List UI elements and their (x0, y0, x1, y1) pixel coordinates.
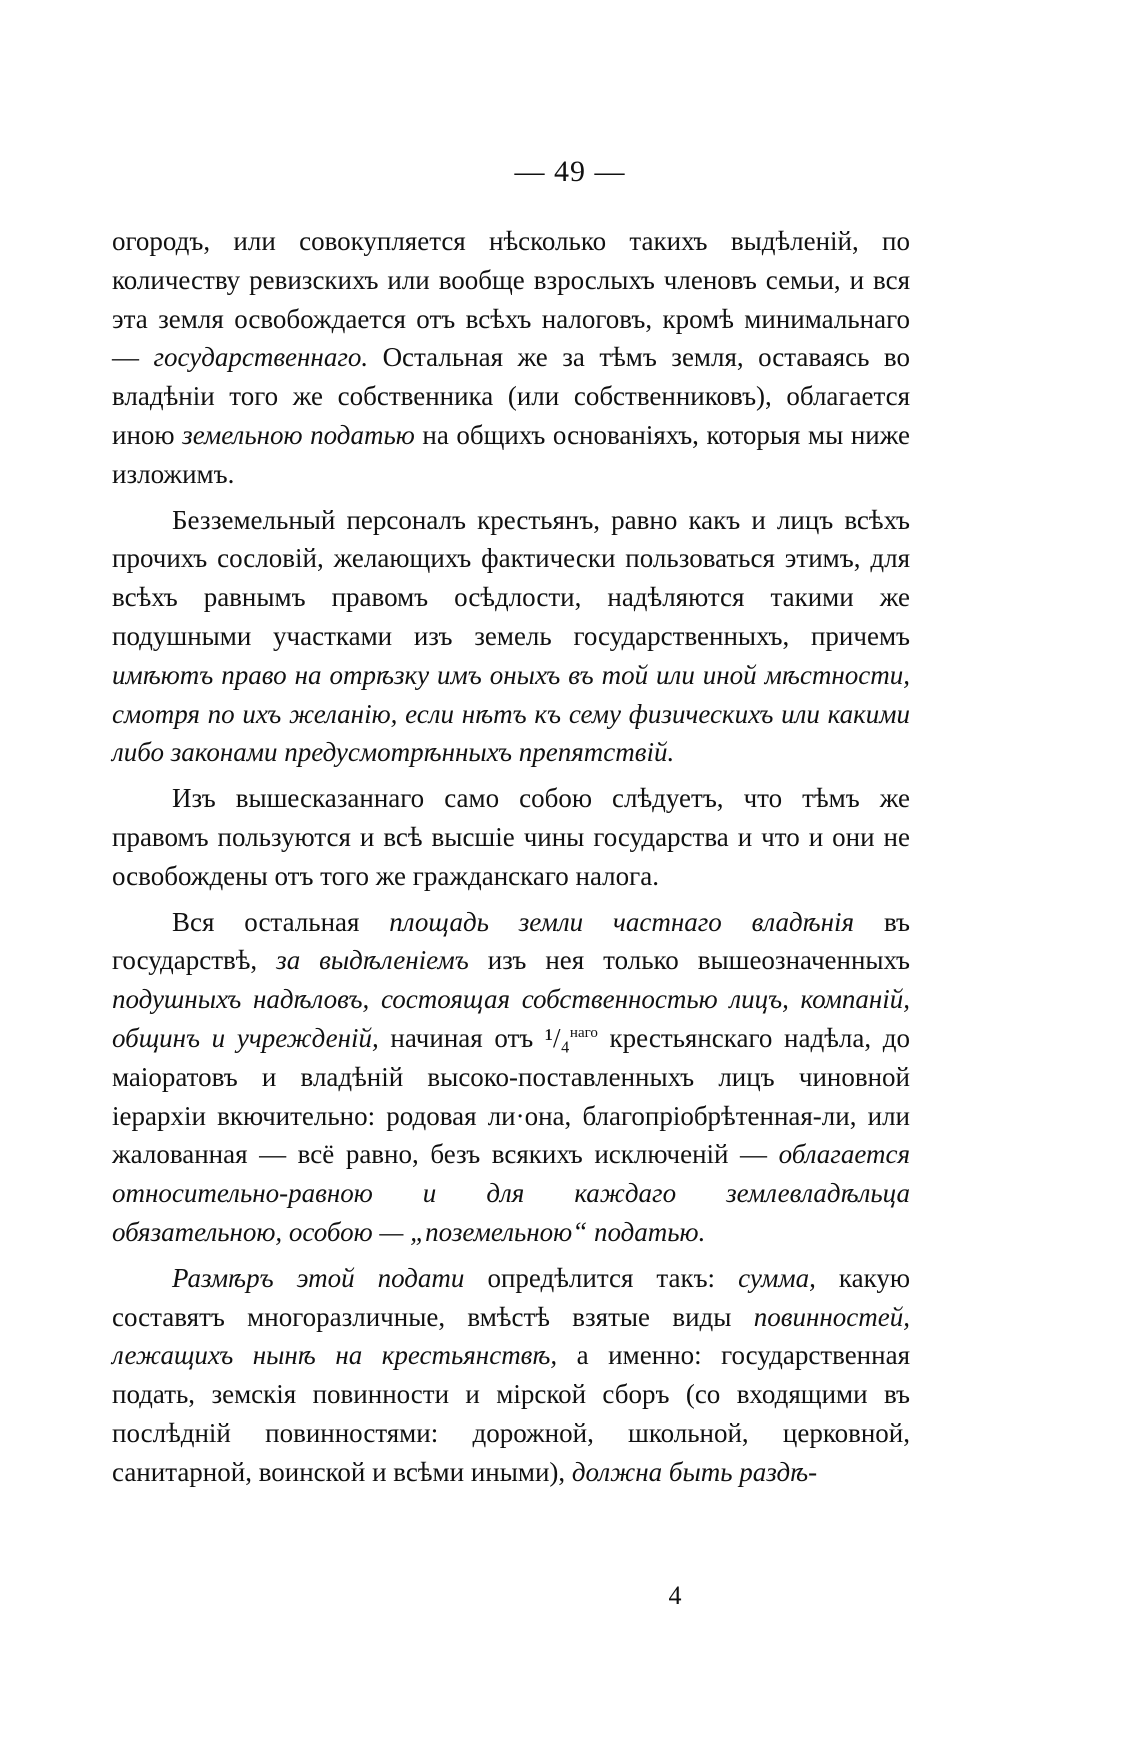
italic-text-segment: облагается относительно-равною и для каждаго землевладѣльца обязательною, особою — „поземельною“ податью. (112, 1139, 910, 1247)
text-segment: Изъ вышесказаннаго само собою слѣдуетъ, что тѣмъ же правомъ пользуются и всѣ высшіе чины государства и что и они не освобождены отъ того же гражданскаго налога. (112, 783, 910, 891)
italic-text-segment: подушныхъ надѣловъ, состоящая собственностью лицъ, компаній, общинъ и учрежденій, (112, 984, 910, 1053)
paragraph-5 (112, 1259, 910, 1492)
italic-text-segment: площадь земли частнаго владѣнія (389, 906, 855, 937)
signature-mark: 4 (668, 1581, 682, 1610)
page-number: — 49 — (514, 155, 626, 188)
paragraph-3 (112, 779, 910, 895)
text-segment: какую составятъ многоразличные, вмѣстѣ взятые виды (112, 1262, 910, 1332)
italic-text-segment: государственнаго. (153, 342, 369, 373)
text-segment: а именно: государственная подать, земскія повинности и мірской сборъ (со входящими въ послѣдній повинностями: дорожной, школьной, церковной, санитарной, воинской и всѣми иными), (112, 1340, 910, 1487)
page-text (112, 222, 910, 1492)
text-segment: Остальная же за тѣмъ земля, оставаясь во владѣніи того же собственника (или собственниковъ), облагается иною (112, 342, 910, 450)
text-segment: изъ нея только вышеозначенныхъ (468, 945, 910, 976)
text-segment: крестьянскаго надѣла, до маіоратовъ и владѣній высоко-поставленныхъ лицъ чиновной іерархіи вкючительно: родовая ли·она, благопріобрѣтенная-ли, или жалованная — всё равно, безъ всякихъ исключеній — (112, 1022, 910, 1170)
italic-text-segment: земельною податью (182, 419, 415, 450)
paragraph-4 (112, 903, 910, 1252)
paragraph-1 (112, 222, 910, 494)
text-segment: Безземельный персоналъ крестьянъ, равно какъ и лицъ всѣхъ прочихъ сословій, желающихъ фактически пользоваться этимъ, для всѣхъ равнымъ правомъ осѣдлости, надѣляются такими же подушными участками изъ земель государственныхъ, причемъ (112, 504, 910, 651)
signature-mark-wrapper (0, 1581, 1140, 1611)
text-segment: Вся остальная (172, 906, 390, 937)
text-segment: начиная отъ ¹/₄ (378, 1022, 570, 1053)
text-segment: въ государствѣ, (112, 906, 910, 976)
italic-text-segment: имѣютъ право на отрѣзку имъ оныхъ въ той или иной мѣстности, смотря по ихъ желанію, если нѣтъ къ сему физическихъ или какими либо законами предусмотрѣнныхъ препятствій. (112, 659, 910, 768)
italic-text-segment: должна быть раздѣ- (571, 1456, 818, 1487)
italic-text-segment: повинностей, лежащихъ нынѣ на крестьянствѣ, (112, 1301, 910, 1371)
fraction-superscript: наго (569, 1024, 598, 1041)
paragraph-2 (112, 501, 910, 773)
italic-text-segment: сумма, (738, 1262, 816, 1293)
text-segment: опредѣлится такъ: (464, 1262, 739, 1293)
italic-text-segment: за выдѣленіемъ (276, 945, 469, 976)
text-segment: огородъ, или совокупляется нѣсколько такихъ выдѣленій, по количеству ревизскихъ или вообще взрослыхъ членовъ семьи, и вся эта земля освобождается отъ всѣхъ налоговъ, кромѣ минимальнаго — (112, 226, 910, 373)
text-segment: на общихъ основаніяхъ, которыя мы ниже изложимъ. (112, 419, 910, 489)
italic-text-segment: Размѣръ этой подати (172, 1262, 465, 1293)
